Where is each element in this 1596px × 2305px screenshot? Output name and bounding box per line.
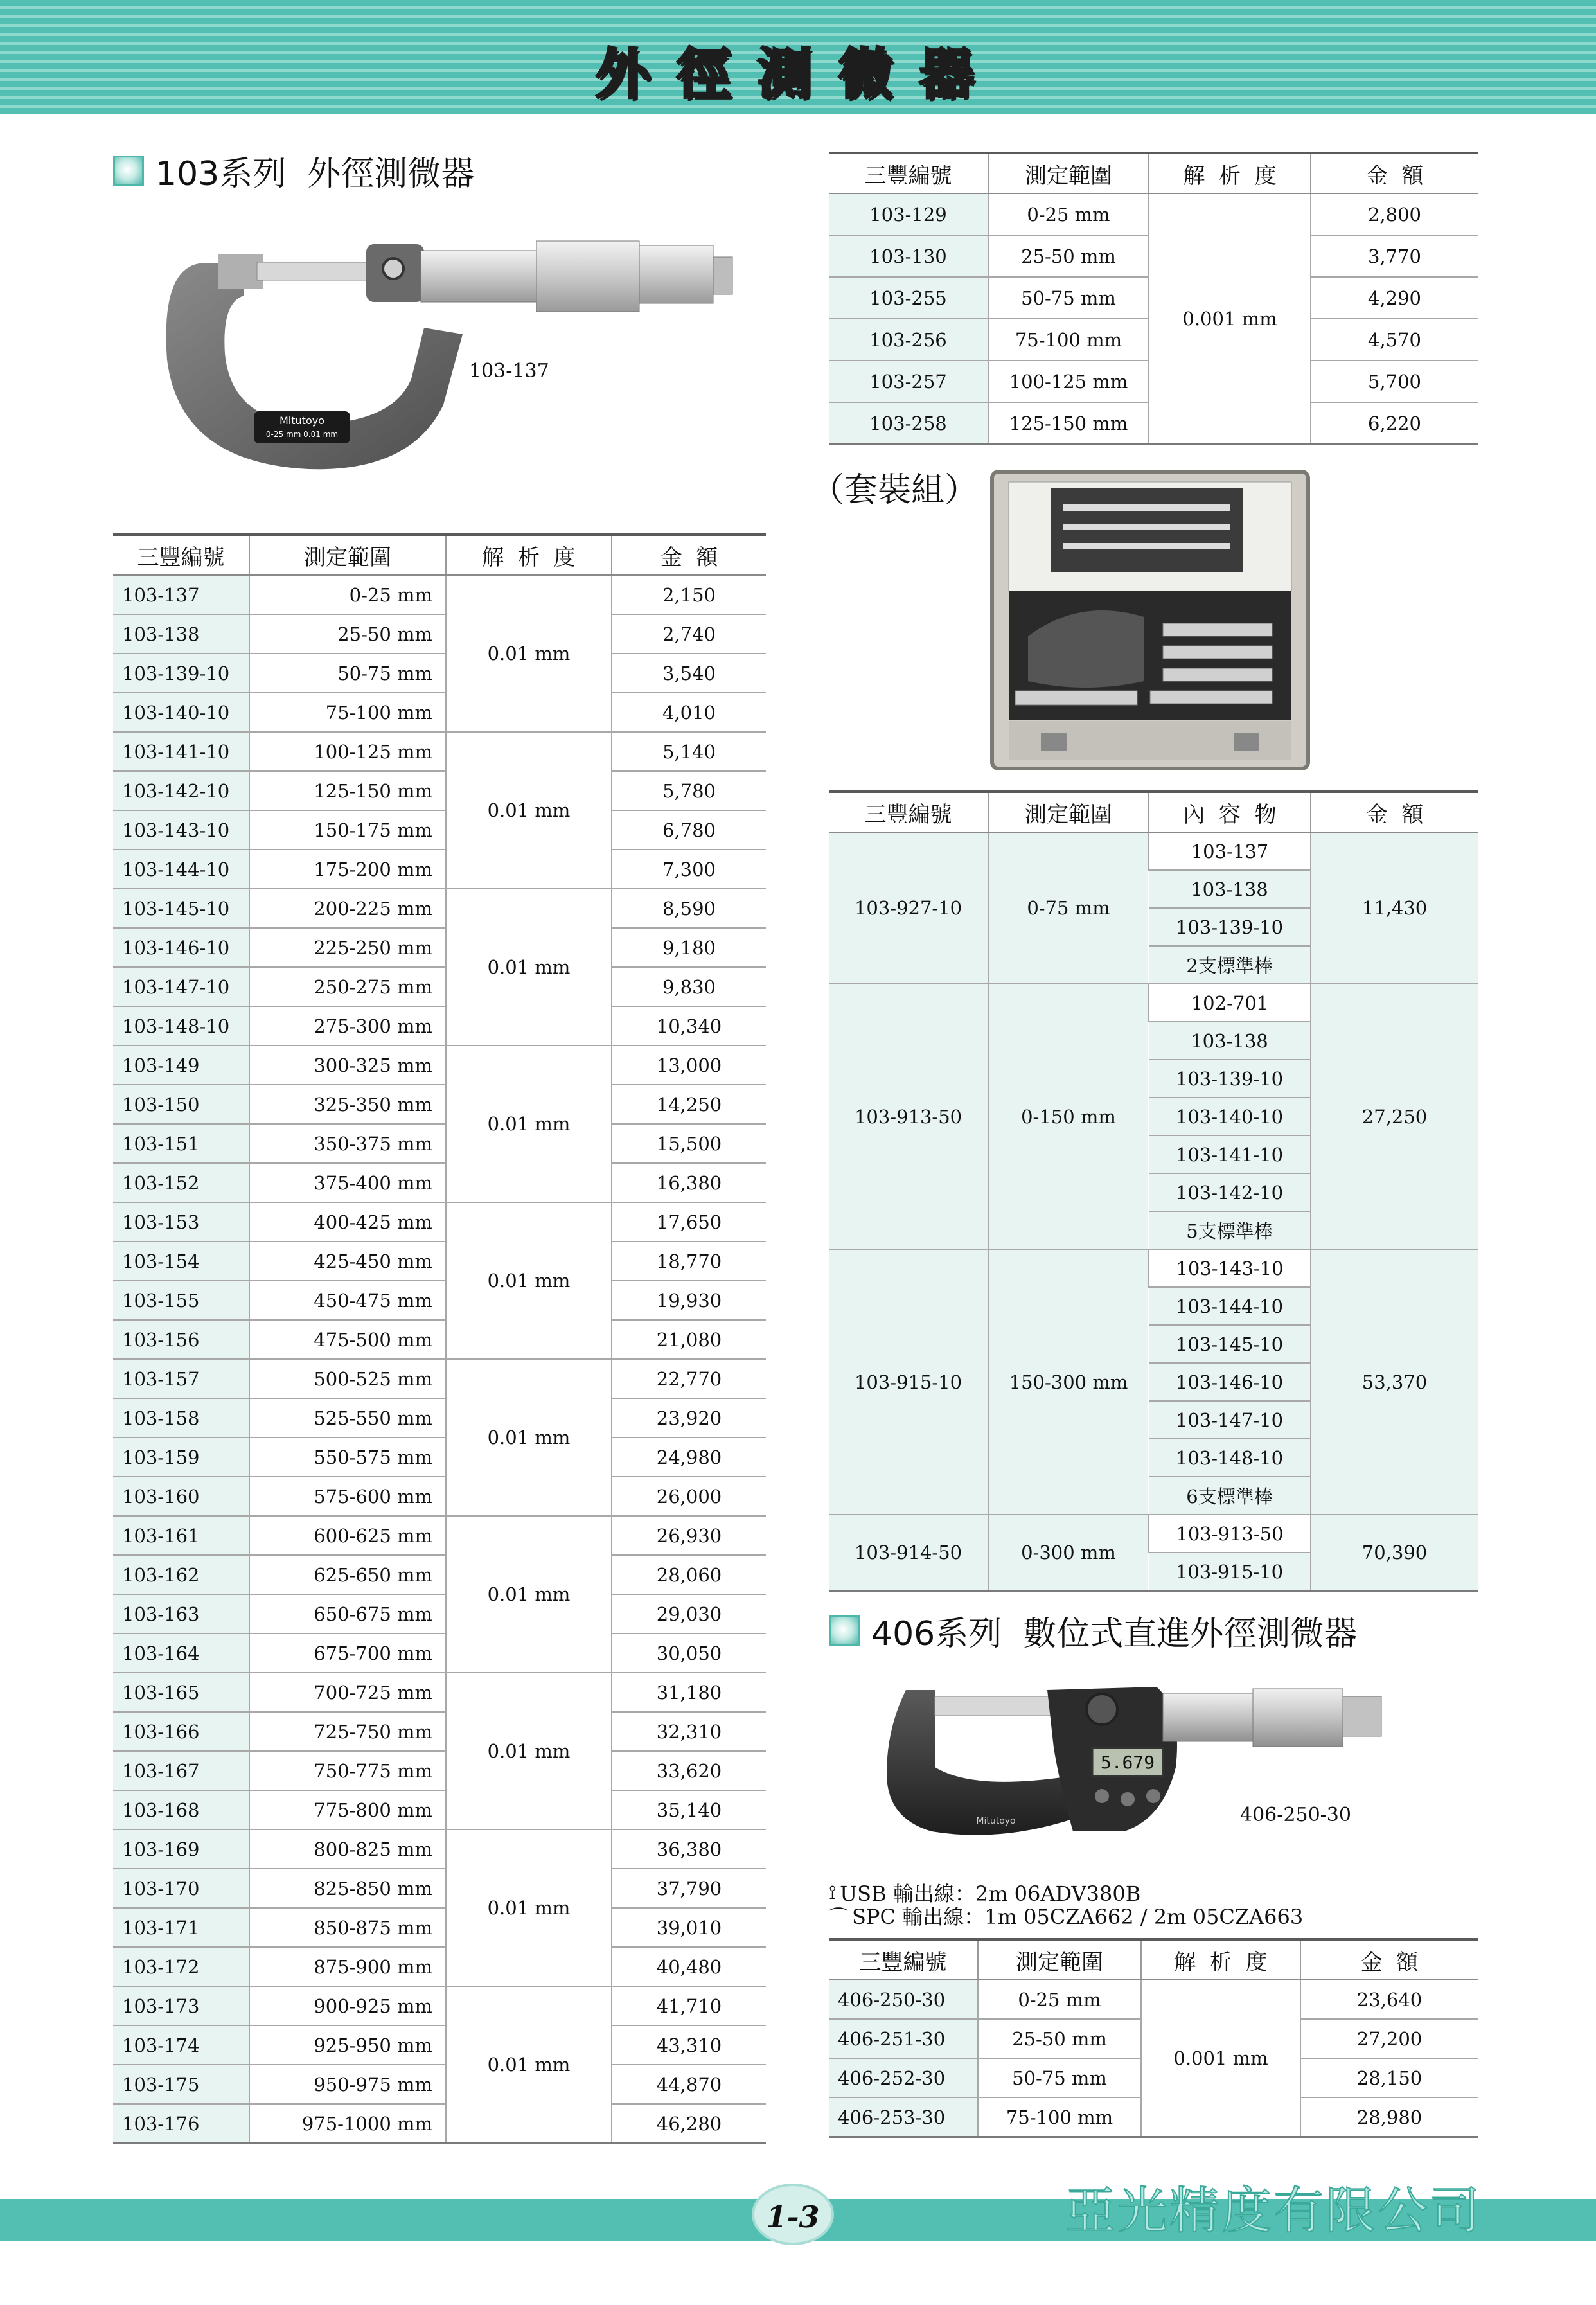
- cell-range: 450-475 mm: [249, 1281, 446, 1320]
- micrometer-set-case-image: [989, 469, 1311, 771]
- lcd-display-value: 5.679: [1100, 1752, 1155, 1773]
- cell-range: 225-250 mm: [249, 928, 446, 967]
- cell-price: 19,930: [612, 1281, 766, 1320]
- cell-price: 15,500: [612, 1124, 766, 1163]
- cell-price: 26,930: [612, 1516, 766, 1555]
- cell-code: 103-145-10: [113, 889, 249, 928]
- cell-set-content: 103-139-10: [1149, 908, 1311, 946]
- cell-resolution: 0.01 mm: [446, 1202, 612, 1359]
- table-row: [113, 1477, 766, 1516]
- col-header-contents: 內 容 物: [1149, 792, 1311, 832]
- cell-resolution: 0.01 mm: [446, 889, 612, 1046]
- cell-range: 100-125 mm: [249, 732, 446, 771]
- table-row: [113, 1359, 766, 1398]
- col-header-range: 測定範圍: [988, 792, 1149, 832]
- cell-price: 33,620: [612, 1751, 766, 1790]
- cell-price: 26,000: [612, 1477, 766, 1516]
- cell-price: 40,480: [612, 1947, 766, 1986]
- cell-set-content: 103-140-10: [1149, 1098, 1311, 1135]
- cell-code: 103-162: [113, 1555, 249, 1594]
- page-title: 外徑測微器: [595, 42, 1000, 105]
- cell-code: 103-172: [113, 1947, 249, 1986]
- cell-price: 6,220: [1311, 402, 1478, 445]
- table-header-row: [829, 792, 1478, 832]
- image-caption-406-250-30: 406-250-30: [1240, 1804, 1351, 1826]
- col-header-range: 測定範圍: [988, 153, 1149, 193]
- cell-code: 103-163: [113, 1594, 249, 1633]
- table-row: [113, 1790, 766, 1829]
- section-bullet-icon: [113, 156, 144, 186]
- table-row: [113, 967, 766, 1006]
- cell-price: 31,180: [612, 1673, 766, 1712]
- set-section-title: （套裝組）: [811, 471, 979, 510]
- cell-range: 975-1000 mm: [249, 2104, 446, 2144]
- col-header-code: 三豐編號: [829, 153, 988, 193]
- table-row: [113, 1398, 766, 1437]
- cell-code: 103-171: [113, 1908, 249, 1947]
- cell-set-code: 103-915-10: [829, 1249, 988, 1515]
- cell-code: 406-251-30: [829, 2019, 978, 2058]
- cell-code: 103-175: [113, 2065, 249, 2104]
- cell-set-content: 2支標準棒: [1149, 946, 1311, 984]
- cell-price: 39,010: [612, 1908, 766, 1947]
- cell-price: 24,980: [612, 1437, 766, 1477]
- cell-resolution: 0.001 mm: [1141, 1980, 1300, 2137]
- cell-range: 400-425 mm: [249, 1202, 446, 1241]
- cell-code: 103-258: [829, 402, 988, 445]
- table-row: [113, 1085, 766, 1124]
- col-header-price: 金 額: [1311, 153, 1478, 193]
- table-row: [113, 2104, 766, 2144]
- cell-range: 950-975 mm: [249, 2065, 446, 2104]
- cell-set-range: 0-300 mm: [988, 1515, 1149, 1591]
- cell-range: 550-575 mm: [249, 1437, 446, 1477]
- table-row: [113, 732, 766, 771]
- cell-code: 103-156: [113, 1320, 249, 1359]
- cell-code: 103-167: [113, 1751, 249, 1790]
- cell-price: 22,770: [612, 1359, 766, 1398]
- cell-range: 125-150 mm: [988, 402, 1149, 445]
- cell-range: 25-50 mm: [988, 235, 1149, 277]
- col-header-price: 金 額: [612, 535, 766, 575]
- usb-icon: ⟟: [829, 1881, 837, 1904]
- cell-code: 103-142-10: [113, 771, 249, 810]
- cell-price: 2,150: [612, 575, 766, 614]
- cell-price: 9,830: [612, 967, 766, 1006]
- frame-brand-label: Mitutoyo: [976, 1816, 1016, 1826]
- cell-set-content: 6支標準棒: [1149, 1477, 1311, 1515]
- cell-range: 125-150 mm: [249, 771, 446, 810]
- cell-price: 32,310: [612, 1712, 766, 1751]
- cell-price: 14,250: [612, 1085, 766, 1124]
- frame-brand-label: Mitutoyo: [279, 414, 324, 427]
- cell-price: 18,770: [612, 1241, 766, 1281]
- cell-set-content: 103-141-10: [1149, 1135, 1311, 1173]
- cell-code: 103-159: [113, 1437, 249, 1477]
- table-row: [113, 1673, 766, 1712]
- cell-code: 103-256: [829, 319, 988, 360]
- cell-range: 475-500 mm: [249, 1320, 446, 1359]
- cell-code: 103-165: [113, 1673, 249, 1712]
- frame-spec-label: 0-25 mm 0.01 mm: [265, 430, 339, 439]
- cell-price: 16,380: [612, 1163, 766, 1202]
- table-row: [113, 575, 766, 614]
- cell-set-range: 150-300 mm: [988, 1249, 1149, 1515]
- cell-range: 75-100 mm: [978, 2097, 1141, 2137]
- cell-resolution: 0.01 mm: [446, 1673, 612, 1829]
- cell-range: 0-25 mm: [978, 1980, 1141, 2019]
- cell-range: 25-50 mm: [249, 614, 446, 654]
- cell-range: 700-725 mm: [249, 1673, 446, 1712]
- cell-range: 0-25 mm: [249, 575, 446, 614]
- cell-range: 0-25 mm: [988, 193, 1149, 235]
- cell-code: 103-166: [113, 1712, 249, 1751]
- col-header-resolution: 解 析 度: [1141, 1939, 1300, 1980]
- cell-price: 8,590: [612, 889, 766, 928]
- cell-range: 375-400 mm: [249, 1163, 446, 1202]
- cell-range: 250-275 mm: [249, 967, 446, 1006]
- cell-code: 406-253-30: [829, 2097, 978, 2137]
- cell-range: 75-100 mm: [249, 693, 446, 732]
- table-row: [113, 1437, 766, 1477]
- table-row: [113, 1516, 766, 1555]
- table-row: [113, 693, 766, 732]
- cell-set-content: 103-138: [1149, 1022, 1311, 1060]
- cell-code: 406-250-30: [829, 1980, 978, 2019]
- cell-price: 3,540: [612, 654, 766, 693]
- table-set: [829, 790, 1478, 1592]
- cell-set-content: 103-146-10: [1149, 1363, 1311, 1401]
- cell-code: 103-176: [113, 2104, 249, 2144]
- cell-price: 17,650: [612, 1202, 766, 1241]
- cell-resolution: 0.01 mm: [446, 1986, 612, 2144]
- usb-cable-line: ⟟ USB 輸出線：2m 06ADV380B: [829, 1881, 1141, 1906]
- col-header-price: 金 額: [1311, 792, 1478, 832]
- cell-price: 21,080: [612, 1320, 766, 1359]
- cell-code: 103-255: [829, 277, 988, 319]
- table-row: [113, 614, 766, 654]
- cell-code: 103-141-10: [113, 732, 249, 771]
- table-row: [113, 1241, 766, 1281]
- cell-price: 23,920: [612, 1398, 766, 1437]
- cell-code: 103-168: [113, 1790, 249, 1829]
- cell-range: 150-175 mm: [249, 810, 446, 850]
- table-001-body: [829, 193, 1478, 445]
- cell-price: 3,770: [1311, 235, 1478, 277]
- col-header-price: 金 額: [1300, 1939, 1478, 1980]
- table-row: [113, 1829, 766, 1869]
- cell-code: 103-139-10: [113, 654, 249, 693]
- cell-price: 28,060: [612, 1555, 766, 1594]
- table-header-row: [829, 153, 1478, 193]
- table-row: [113, 1202, 766, 1241]
- cell-set-content: 102-701: [1149, 984, 1311, 1022]
- cell-set-content: 103-147-10: [1149, 1401, 1311, 1439]
- table-406-body: [829, 1980, 1478, 2137]
- table-row: [113, 1712, 766, 1751]
- cell-range: 625-650 mm: [249, 1555, 446, 1594]
- cell-set-content: 103-145-10: [1149, 1325, 1311, 1363]
- table-row: [113, 1281, 766, 1320]
- table-row: [113, 928, 766, 967]
- cell-code: 103-140-10: [113, 693, 249, 732]
- cell-code: 103-169: [113, 1829, 249, 1869]
- cell-price: 2,800: [1311, 193, 1478, 235]
- cell-set-code: 103-913-50: [829, 984, 988, 1249]
- cell-price: 43,310: [612, 2025, 766, 2065]
- table-row: [113, 1594, 766, 1633]
- table-103-series: [113, 533, 766, 2144]
- cell-range: 300-325 mm: [249, 1046, 446, 1085]
- cell-code: 103-170: [113, 1869, 249, 1908]
- cell-price: 46,280: [612, 2104, 766, 2144]
- cell-price: 27,200: [1300, 2019, 1478, 2058]
- cell-set-range: 0-75 mm: [988, 832, 1149, 984]
- cell-price: 9,180: [612, 928, 766, 967]
- cell-set-price: 11,430: [1311, 832, 1478, 984]
- cell-range: 175-200 mm: [249, 850, 446, 889]
- cell-code: 103-143-10: [113, 810, 249, 850]
- cell-set-code: 103-914-50: [829, 1515, 988, 1591]
- image-caption-103-137: 103-137: [469, 360, 549, 382]
- table-set-body: [829, 832, 1478, 1591]
- cell-code: 103-154: [113, 1241, 249, 1281]
- table-row: [829, 1249, 1478, 1287]
- cell-price: 28,980: [1300, 2097, 1478, 2137]
- cell-set-content: 103-913-50: [1149, 1515, 1311, 1553]
- table-row: [113, 2065, 766, 2104]
- cell-code: 406-252-30: [829, 2058, 978, 2097]
- cell-range: 100-125 mm: [988, 360, 1149, 402]
- cell-code: 103-149: [113, 1046, 249, 1085]
- table-row: [113, 1320, 766, 1359]
- cell-set-content: 103-148-10: [1149, 1439, 1311, 1477]
- cell-price: 7,300: [612, 850, 766, 889]
- cell-code: 103-152: [113, 1163, 249, 1202]
- col-header-range: 測定範圍: [978, 1939, 1141, 1980]
- cell-range: 900-925 mm: [249, 1986, 446, 2025]
- table-row: [113, 654, 766, 693]
- cell-range: 425-450 mm: [249, 1241, 446, 1281]
- cell-price: 23,640: [1300, 1980, 1478, 2019]
- table-row: [113, 1046, 766, 1085]
- cell-range: 875-900 mm: [249, 1947, 446, 1986]
- cell-code: 103-161: [113, 1516, 249, 1555]
- digital-micrometer-406-image: [880, 1671, 1388, 1864]
- section-103-title: 103系列 外徑測微器: [113, 147, 474, 195]
- cell-code: 103-158: [113, 1398, 249, 1437]
- cell-code: 103-157: [113, 1359, 249, 1398]
- table-row: [113, 2025, 766, 2065]
- cell-set-content: 103-144-10: [1149, 1287, 1311, 1325]
- cell-set-content: 103-137: [1149, 832, 1311, 870]
- cell-price: 10,340: [612, 1006, 766, 1046]
- cell-price: 6,780: [612, 810, 766, 850]
- cell-price: 5,780: [612, 771, 766, 810]
- cell-set-price: 70,390: [1311, 1515, 1478, 1591]
- table-row: [829, 1980, 1478, 2019]
- col-header-range: 測定範圍: [249, 535, 446, 575]
- cell-range: 575-600 mm: [249, 1477, 446, 1516]
- cell-price: 5,700: [1311, 360, 1478, 402]
- col-header-code: 三豐編號: [829, 792, 988, 832]
- table-001-series: [829, 152, 1478, 445]
- table-row: [113, 1869, 766, 1908]
- cell-range: 650-675 mm: [249, 1594, 446, 1633]
- cell-set-content: 103-142-10: [1149, 1173, 1311, 1211]
- cell-range: 500-525 mm: [249, 1359, 446, 1398]
- section-406-title: 406系列 數位式直進外徑測微器: [829, 1606, 1357, 1655]
- cell-code: 103-146-10: [113, 928, 249, 967]
- cell-code: 103-174: [113, 2025, 249, 2065]
- table-406-series: [829, 1938, 1478, 2138]
- cell-code: 103-155: [113, 1281, 249, 1320]
- cell-code: 103-150: [113, 1085, 249, 1124]
- cell-resolution: 0.01 mm: [446, 1359, 612, 1516]
- spc-cable-icon: ⌒: [829, 1907, 848, 1929]
- cell-range: 325-350 mm: [249, 1085, 446, 1124]
- cell-price: 29,030: [612, 1594, 766, 1633]
- cell-set-content: 103-143-10: [1149, 1249, 1311, 1287]
- cell-price: 35,140: [612, 1790, 766, 1829]
- cell-code: 103-153: [113, 1202, 249, 1241]
- cell-code: 103-137: [113, 575, 249, 614]
- table-row: [113, 1751, 766, 1790]
- cell-set-content: 103-138: [1149, 870, 1311, 908]
- table-row: [113, 810, 766, 850]
- cell-range: 200-225 mm: [249, 889, 446, 928]
- cell-set-range: 0-150 mm: [988, 984, 1149, 1249]
- cell-set-content: 5支標準棒: [1149, 1211, 1311, 1249]
- cell-range: 600-625 mm: [249, 1516, 446, 1555]
- cell-set-price: 53,370: [1311, 1249, 1478, 1515]
- cell-code: 103-257: [829, 360, 988, 402]
- cell-resolution: 0.01 mm: [446, 1046, 612, 1202]
- cell-set-content: 103-139-10: [1149, 1060, 1311, 1098]
- cell-resolution: 0.001 mm: [1149, 193, 1311, 445]
- cell-range: 800-825 mm: [249, 1829, 446, 1869]
- cell-price: 28,150: [1300, 2058, 1478, 2097]
- table-row: [829, 1515, 1478, 1553]
- cell-code: 103-144-10: [113, 850, 249, 889]
- col-header-resolution: 解 析 度: [446, 535, 612, 575]
- cell-code: 103-151: [113, 1124, 249, 1163]
- col-header-resolution: 解 析 度: [1149, 153, 1311, 193]
- cell-price: 4,010: [612, 693, 766, 732]
- cell-price: 37,790: [612, 1869, 766, 1908]
- cell-resolution: 0.01 mm: [446, 1516, 612, 1673]
- table-row: [829, 193, 1478, 235]
- micrometer-103-137-image: [161, 218, 739, 488]
- cell-price: 4,570: [1311, 319, 1478, 360]
- table-row: [113, 771, 766, 810]
- cell-resolution: 0.01 mm: [446, 732, 612, 889]
- cell-code: 103-173: [113, 1986, 249, 2025]
- cell-code: 103-160: [113, 1477, 249, 1516]
- cell-range: 50-75 mm: [249, 654, 446, 693]
- cell-set-content: 103-915-10: [1149, 1553, 1311, 1591]
- table-row: [113, 889, 766, 928]
- cell-range: 525-550 mm: [249, 1398, 446, 1437]
- table-row: [113, 1908, 766, 1947]
- table-row: [113, 1163, 766, 1202]
- table-row: [113, 1986, 766, 2025]
- cell-price: 4,290: [1311, 277, 1478, 319]
- cell-price: 5,140: [612, 732, 766, 771]
- cell-code: 103-164: [113, 1633, 249, 1673]
- header-band: [0, 0, 1596, 114]
- table-103-body: [113, 575, 766, 2144]
- cell-resolution: 0.01 mm: [446, 1829, 612, 1986]
- cell-code: 103-147-10: [113, 967, 249, 1006]
- table-row: [113, 1947, 766, 1986]
- cell-range: 50-75 mm: [978, 2058, 1141, 2097]
- cell-range: 350-375 mm: [249, 1124, 446, 1163]
- table-row: [113, 1555, 766, 1594]
- table-row: [829, 832, 1478, 870]
- page-number: 1-3: [752, 2184, 834, 2245]
- cell-range: 750-775 mm: [249, 1751, 446, 1790]
- cell-range: 850-875 mm: [249, 1908, 446, 1947]
- cell-price: 13,000: [612, 1046, 766, 1085]
- cell-range: 725-750 mm: [249, 1712, 446, 1751]
- cell-range: 775-800 mm: [249, 1790, 446, 1829]
- cell-range: 75-100 mm: [988, 319, 1149, 360]
- cell-code: 103-129: [829, 193, 988, 235]
- cell-range: 825-850 mm: [249, 1869, 446, 1908]
- cell-price: 30,050: [612, 1633, 766, 1673]
- cell-price: 36,380: [612, 1829, 766, 1869]
- cell-code: 103-130: [829, 235, 988, 277]
- table-row: [113, 1006, 766, 1046]
- table-row: [113, 1633, 766, 1673]
- table-row: [113, 850, 766, 889]
- cell-price: 44,870: [612, 2065, 766, 2104]
- col-header-code: 三豐編號: [113, 535, 249, 575]
- company-name: 亞光精度有限公司: [1065, 2182, 1482, 2240]
- table-row: [829, 984, 1478, 1022]
- cell-code: 103-148-10: [113, 1006, 249, 1046]
- cell-set-price: 27,250: [1311, 984, 1478, 1249]
- cell-set-code: 103-927-10: [829, 832, 988, 984]
- cell-resolution: 0.01 mm: [446, 575, 612, 732]
- col-header-code: 三豐編號: [829, 1939, 978, 1980]
- table-header-row: [113, 535, 766, 575]
- cell-price: 41,710: [612, 1986, 766, 2025]
- cell-range: 675-700 mm: [249, 1633, 446, 1673]
- section-bullet-icon: [829, 1615, 860, 1646]
- cell-range: 275-300 mm: [249, 1006, 446, 1046]
- table-row: [113, 1124, 766, 1163]
- table-header-row: [829, 1939, 1478, 1980]
- spc-cable-line: ⌒ SPC 輸出線：1m 05CZA662 / 2m 05CZA663: [829, 1901, 1303, 1930]
- cell-range: 25-50 mm: [978, 2019, 1141, 2058]
- cell-code: 103-138: [113, 614, 249, 654]
- cell-range: 925-950 mm: [249, 2025, 446, 2065]
- cell-price: 2,740: [612, 614, 766, 654]
- cell-range: 50-75 mm: [988, 277, 1149, 319]
